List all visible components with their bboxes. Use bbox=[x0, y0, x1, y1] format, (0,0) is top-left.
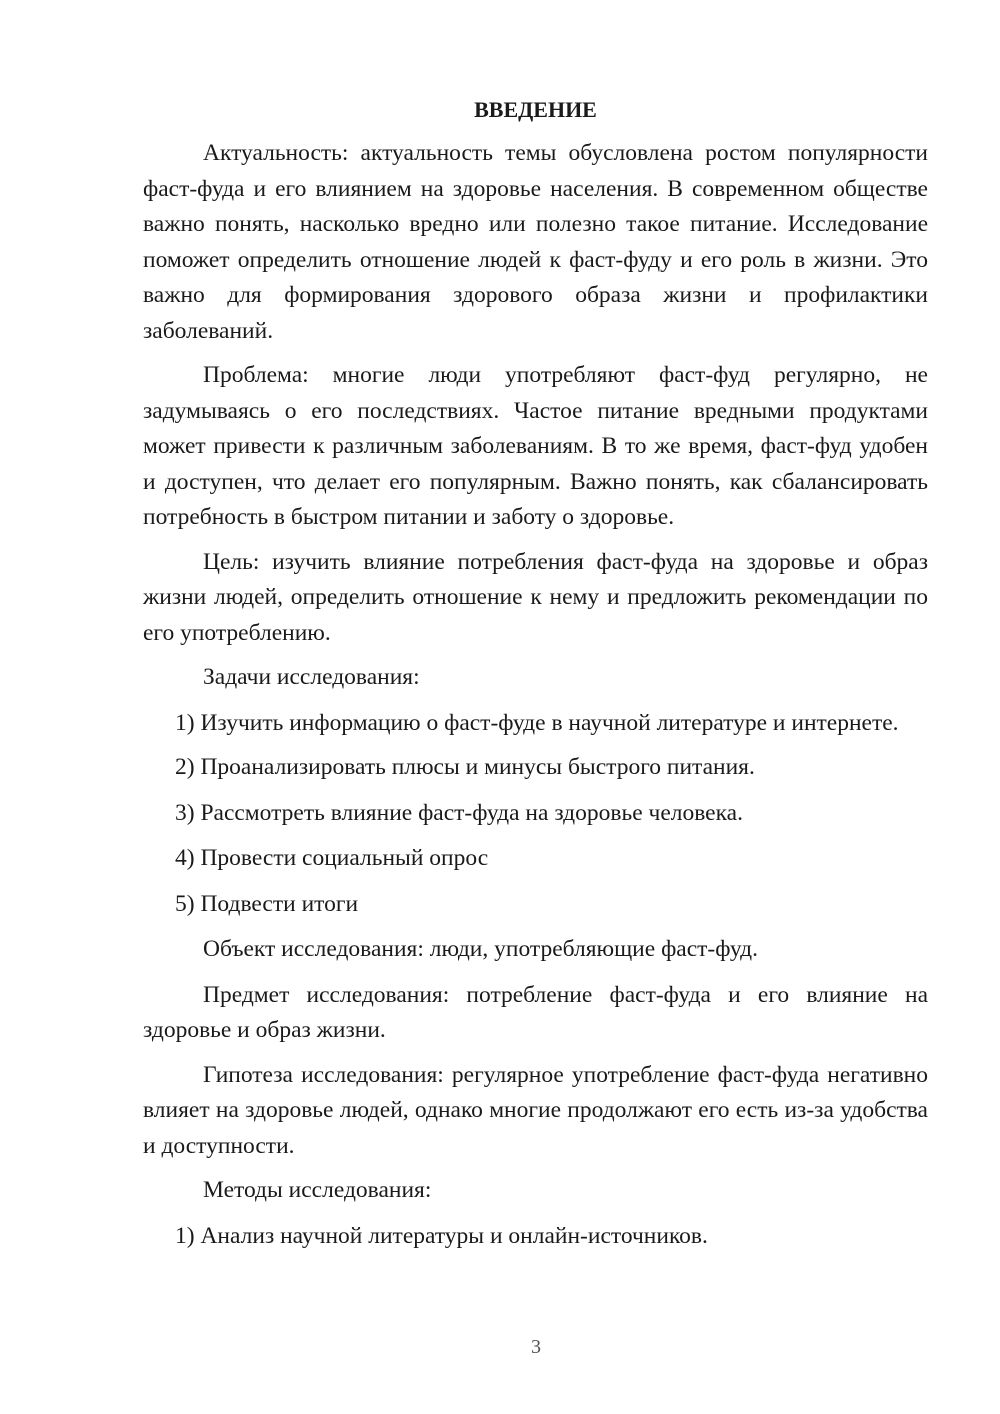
task-item-4: 4) Провести социальный опрос bbox=[175, 845, 489, 871]
task-item-2: 2) Проанализировать плюсы и минусы быстрого питания. bbox=[175, 754, 755, 780]
section-heading: ВВЕДЕНИЕ bbox=[474, 97, 597, 122]
paragraph-goal: Цель: изучить влияние потребления фаст-фуда на здоровье и образ жизни людей, определить отношение к нему и предложить рекомендации по его употреблению. bbox=[143, 548, 928, 646]
paragraph-relevance: Актуальность: актуальность темы обусловлена ростом популярности фаст-фуда и его влиянием на здоровье населения. В современном обществе важно понять, насколько вредно или полезно такое питание. Исследование поможет определить отношение людей к фаст-фуду и его роль в жизни. Это важно для формирования здорового образа жизни и профилактики заболеваний. bbox=[143, 140, 928, 344]
paragraph-problem: Проблема: многие люди употребляют фаст-фуд регулярно, не задумываясь о его последствиях. Частое питание вредными продуктами может привести к различным заболеваниям. В то же время, фаст-фуд удобен и доступен, что делает его популярным. Важно понять, как сбалансировать потребность в быстром питании и заботу о здоровье. bbox=[143, 362, 928, 530]
task-item-3: 3) Рассмотреть влияние фаст-фуда на здоровье человека. bbox=[175, 799, 743, 826]
page-content bbox=[143, 92, 928, 1264]
task-item-1: 1) Изучить информацию о фаст-фуде в научной литературе и интернете. bbox=[175, 709, 899, 736]
paragraph-subject: Предмет исследования: потребление фаст-фуда и его влияние на здоровье и образ жизни. bbox=[143, 981, 928, 1043]
methods-title: Методы исследования: bbox=[203, 1177, 432, 1203]
page-number: 3 bbox=[531, 1336, 541, 1358]
paragraph-object: Объект исследования: люди, употребляющие фаст-фуд. bbox=[203, 936, 758, 962]
task-item-5: 5) Подвести итоги bbox=[175, 890, 359, 917]
tasks-title: Задачи исследования: bbox=[203, 664, 420, 690]
paragraph-hypothesis: Гипотеза исследования: регулярное употребление фаст-фуда негативно влияет на здоровье людей, однако многие продолжают его есть из-за удобства и доступности. bbox=[143, 1061, 928, 1159]
method-item-1: 1) Анализ научной литературы и онлайн-источников. bbox=[175, 1222, 708, 1249]
